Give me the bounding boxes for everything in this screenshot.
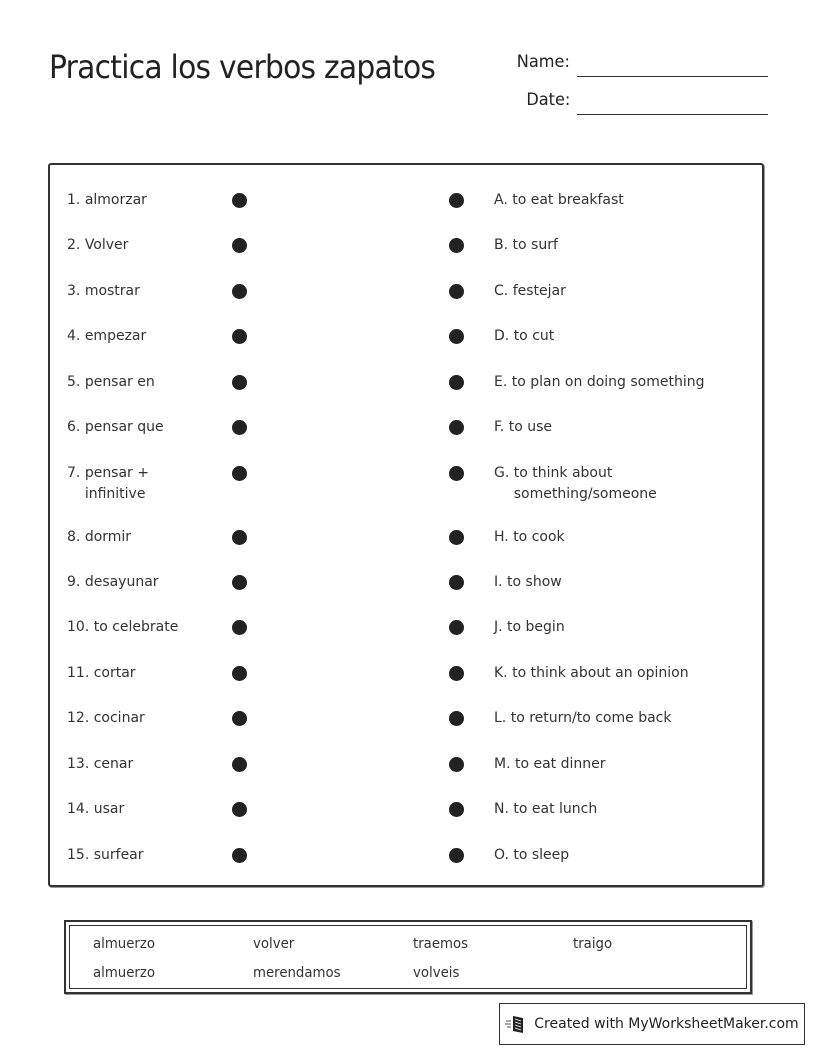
left-dot-icon[interactable] [232, 530, 247, 545]
right-item: B. to surf [494, 237, 558, 253]
left-item: 5. pensar en [67, 374, 155, 390]
left-dot-icon[interactable] [232, 238, 247, 253]
left-item: 10. to celebrate [67, 619, 179, 635]
left-dot-icon[interactable] [232, 848, 247, 863]
right-item: A. to eat breakfast [494, 192, 624, 208]
left-item: 6. pensar que [67, 419, 164, 435]
name-field [490, 52, 770, 82]
left-dot-icon[interactable] [232, 466, 247, 481]
right-item: I. to show [494, 574, 562, 590]
right-dot-icon[interactable] [449, 193, 464, 208]
right-dot-icon[interactable] [449, 711, 464, 726]
right-dot-icon[interactable] [449, 375, 464, 390]
word-bank-item: traigo [573, 936, 613, 952]
word-bank [64, 920, 752, 994]
left-dot-icon[interactable] [232, 802, 247, 817]
matching-box [48, 163, 764, 887]
left-dot-icon[interactable] [232, 284, 247, 299]
name-label: Name: [516, 52, 570, 72]
left-dot-icon[interactable] [232, 375, 247, 390]
right-item: J. to begin [494, 619, 565, 635]
worksheet-title: Practica los verbos zapatos [49, 48, 436, 86]
right-dot-icon[interactable] [449, 530, 464, 545]
right-item: H. to cook [494, 529, 565, 545]
right-dot-icon[interactable] [449, 848, 464, 863]
right-dot-icon[interactable] [449, 466, 464, 481]
left-dot-icon[interactable] [232, 666, 247, 681]
right-item: F. to use [494, 419, 553, 435]
left-dot-icon[interactable] [232, 329, 247, 344]
right-dot-icon[interactable] [449, 284, 464, 299]
left-dot-icon[interactable] [232, 757, 247, 772]
left-item: 1. almorzar [67, 192, 147, 208]
right-item: C. festejar [494, 283, 566, 299]
word-bank-item: almuerzo [93, 965, 156, 981]
left-item: 8. dormir [67, 529, 132, 545]
left-item: 13. cenar [67, 756, 134, 772]
left-item: 4. empezar [67, 328, 147, 344]
right-dot-icon[interactable] [449, 757, 464, 772]
word-bank-inner-border [69, 925, 747, 989]
left-item: 11. cortar [67, 665, 136, 681]
date-label: Date: [525, 90, 570, 110]
right-item: E. to plan on doing something [494, 374, 705, 390]
left-dot-icon[interactable] [232, 620, 247, 635]
left-item: 12. cocinar [67, 710, 145, 726]
right-item: G. to think about something/someone [494, 465, 657, 502]
right-item: M. to eat dinner [494, 756, 606, 772]
worksheet-maker-logo-icon [505, 1014, 527, 1034]
right-dot-icon[interactable] [449, 329, 464, 344]
right-item: L. to return/to come back [494, 710, 672, 726]
right-dot-icon[interactable] [449, 238, 464, 253]
left-item: 14. usar [67, 801, 125, 817]
left-item: 15. surfear [67, 847, 144, 863]
credit-text: Created with MyWorksheetMaker.com [534, 1016, 799, 1032]
credit-badge[interactable] [499, 1003, 805, 1045]
left-item: 2. Volver [67, 237, 129, 253]
right-dot-icon[interactable] [449, 802, 464, 817]
right-dot-icon[interactable] [449, 620, 464, 635]
right-dot-icon[interactable] [449, 420, 464, 435]
word-bank-item: almuerzo [93, 936, 156, 952]
left-item: 7. pensar + infinitive [67, 465, 149, 502]
date-line[interactable] [577, 114, 768, 115]
right-item: O. to sleep [494, 847, 570, 863]
right-dot-icon[interactable] [449, 575, 464, 590]
left-dot-icon[interactable] [232, 711, 247, 726]
word-bank-item: merendamos [253, 965, 341, 981]
word-bank-item: traemos [413, 936, 469, 952]
right-dot-icon[interactable] [449, 666, 464, 681]
left-dot-icon[interactable] [232, 420, 247, 435]
word-bank-item: volver [253, 936, 295, 952]
left-item: 3. mostrar [67, 283, 140, 299]
left-dot-icon[interactable] [232, 193, 247, 208]
right-item: K. to think about an opinion [494, 665, 689, 681]
word-bank-item: volveis [413, 965, 460, 981]
name-line[interactable] [577, 76, 768, 77]
right-item: N. to eat lunch [494, 801, 598, 817]
left-dot-icon[interactable] [232, 575, 247, 590]
right-item: D. to cut [494, 328, 555, 344]
date-field [490, 90, 770, 120]
left-item: 9. desayunar [67, 574, 159, 590]
